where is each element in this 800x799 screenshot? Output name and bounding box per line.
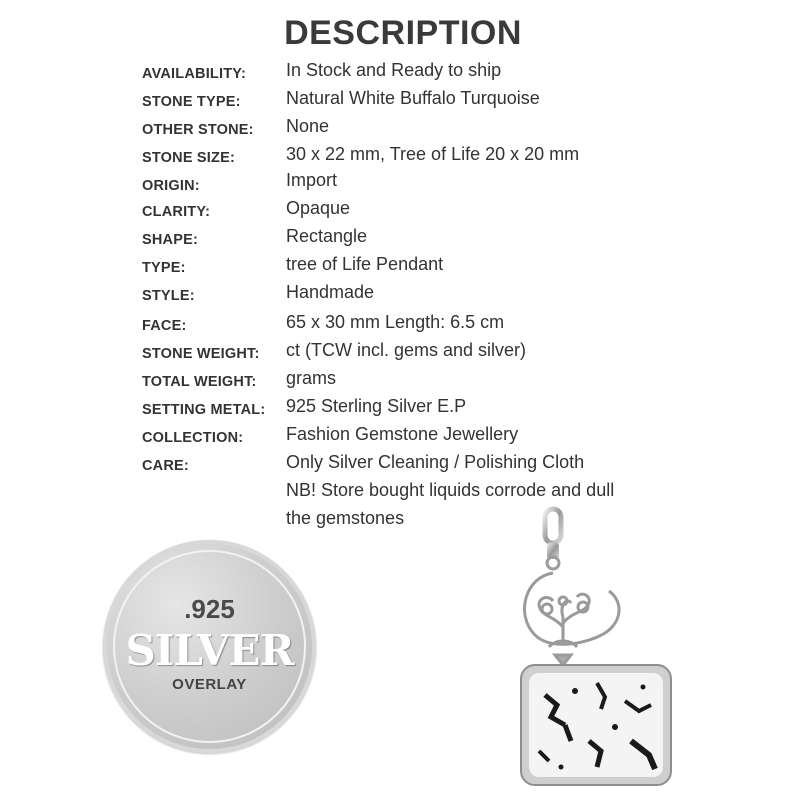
spec-row-setting-metal: [0, 396, 800, 424]
spec-row-style: [0, 282, 800, 310]
spec-row-face: [0, 312, 800, 340]
spec-label: COLLECTION:: [142, 430, 244, 446]
spec-value: 30 x 22 mm, Tree of Life 20 x 20 mm: [286, 144, 580, 164]
care-note-line: the gemstones: [286, 508, 405, 528]
care-note-line: NB! Store bought liquids corrode and dull: [286, 480, 615, 500]
spec-label: OTHER STONE:: [142, 122, 254, 138]
spec-value: In Stock and Ready to ship: [286, 60, 502, 80]
spec-row-stone-size: [0, 144, 800, 172]
spec-label: AVAILABILITY:: [142, 66, 247, 82]
spec-row-availability: [0, 60, 800, 88]
spec-row-collection: [0, 424, 800, 452]
spec-label: SETTING METAL:: [142, 402, 266, 418]
spec-value: Import: [286, 170, 338, 190]
spec-value: 925 Sterling Silver E.P: [286, 396, 467, 416]
page-title: DESCRIPTION: [284, 14, 522, 52]
spec-label: STONE TYPE:: [142, 94, 241, 110]
spec-value: Handmade: [286, 282, 375, 302]
spec-value: None: [286, 116, 330, 136]
spec-value: Only Silver Cleaning / Polishing Cloth: [286, 452, 585, 472]
spec-row-type: [0, 254, 800, 282]
spec-value: Natural White Buffalo Turquoise: [286, 88, 540, 108]
spec-row-other-stone: [0, 116, 800, 144]
spec-value: 65 x 30 mm Length: 6.5 cm: [286, 312, 505, 332]
spec-label: STONE SIZE:: [142, 150, 235, 166]
spec-label: ORIGIN:: [142, 178, 200, 194]
spec-row-care: [0, 452, 800, 480]
spec-row-stone-weight: [0, 340, 800, 368]
spec-label: SHAPE:: [142, 232, 198, 248]
silver-overlay-badge: [103, 540, 316, 753]
spec-label: CLARITY:: [142, 204, 211, 220]
spec-value: Rectangle: [286, 226, 368, 246]
spec-value: tree of Life Pendant: [286, 254, 444, 274]
spec-label: TYPE:: [142, 260, 186, 276]
spec-value: Opaque: [286, 198, 351, 218]
spec-label: STONE WEIGHT:: [142, 346, 260, 362]
pendant-image: [505, 505, 685, 795]
spec-row-total-weight: [0, 368, 800, 396]
buffalo-turquoise-stone: [521, 665, 671, 785]
spec-value: grams: [286, 368, 337, 388]
spec-row-shape: [0, 226, 800, 254]
spec-label: STYLE:: [142, 288, 195, 304]
tree-of-life-charm: [525, 573, 620, 665]
spec-value: ct (TCW incl. gems and silver): [286, 340, 527, 360]
badge-metal: SILVER: [125, 626, 294, 675]
spec-row-stone-type: [0, 88, 800, 116]
badge-purity: .925: [184, 594, 235, 624]
spec-label: TOTAL WEIGHT:: [142, 374, 257, 390]
spec-label: CARE:: [142, 458, 189, 474]
spec-value: Fashion Gemstone Jewellery: [286, 424, 519, 444]
badge-finish: OVERLAY: [172, 676, 247, 693]
spec-row-clarity: [0, 198, 800, 226]
pendant-bail: [545, 509, 561, 569]
spec-label: FACE:: [142, 318, 187, 334]
spec-row-origin: [0, 170, 800, 198]
